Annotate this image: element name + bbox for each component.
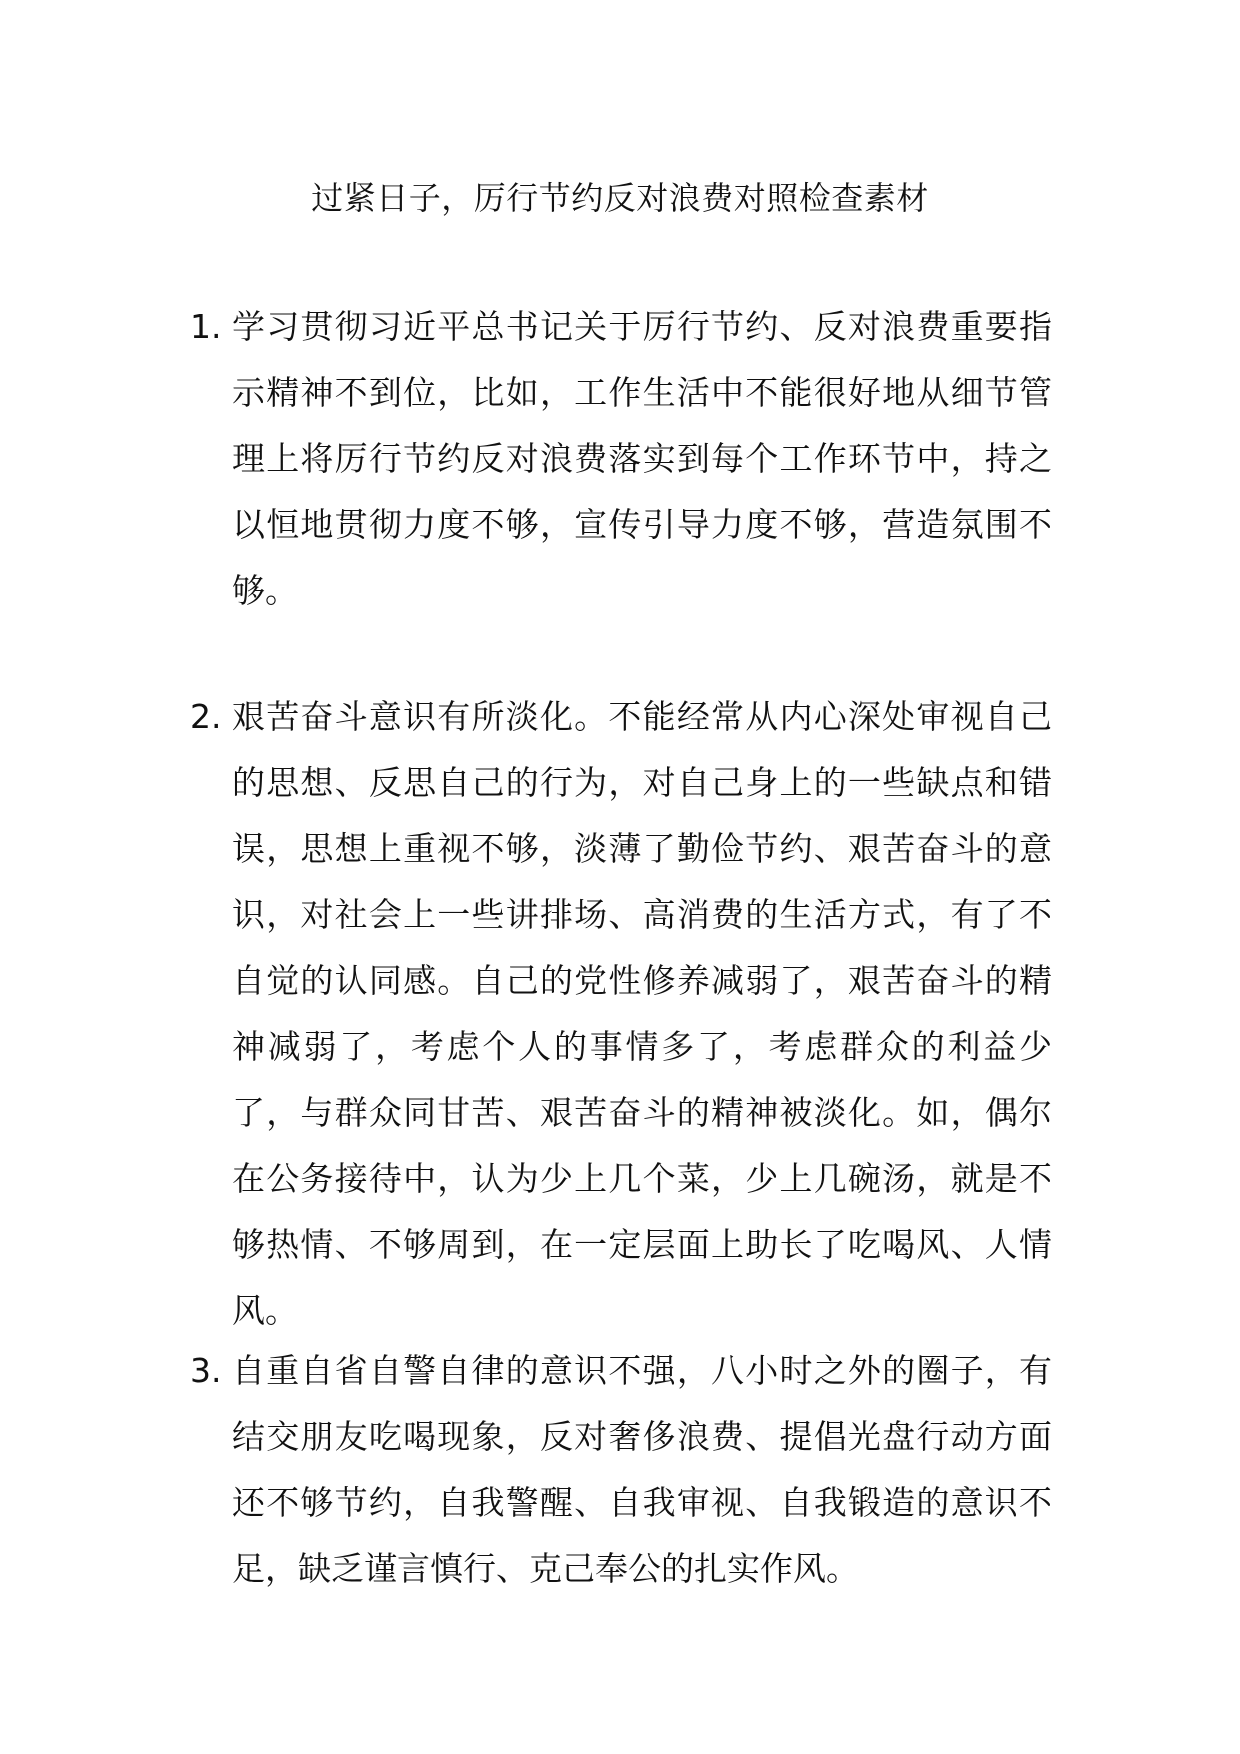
list-item [190,1338,1090,1602]
list-item [190,294,1090,624]
document-title: 过紧日子，厉行节约反对浪费对照检查素材 [311,179,929,217]
list-item-text: 艰苦奋斗意识有所淡化。不能经常从内心深处审视自己的思想、反思自己的行为，对自己身上的一些缺点和错误，思想上重视不够，淡薄了勤俭节约、艰苦奋斗的意识，对社会上一些讲排场、高消费的生活方式，有了不自觉的认同感。自己的党性修养减弱了，艰苦奋斗的精神减弱了，考虑个人的事情多了，考虑群众的利益少了，与群众同甘苦、艰苦奋斗的精神被淡化。如，偶尔在公务接待中，认为少上几个菜，少上几碗汤，就是不够热情、不够周到，在一定层面上助长了吃喝风、人情风。 [232,697,1052,1330]
list-item-text: 自重自省自警自律的意识不强，八小时之外的圈子，有结交朋友吃喝现象，反对奢侈浪费、提倡光盘行动方面还不够节约，自我警醒、自我审视、自我锻造的意识不足，缺乏谨言慎行、克己奉公的扎实作风。 [232,1351,1052,1588]
list-item-number: 3. [190,1351,222,1390]
list-item [190,684,1090,1344]
list-item-text: 学习贯彻习近平总书记关于厉行节约、反对浪费重要指示精神不到位，比如，工作生活中不能很好地从细节管理上将厉行节约反对浪费落实到每个工作环节中，持之以恒地贯彻力度不够，宣传引导力度不够，营造氛围不够。 [232,307,1052,610]
list-item-number: 2. [190,697,222,736]
list-item-number: 1. [190,307,222,346]
